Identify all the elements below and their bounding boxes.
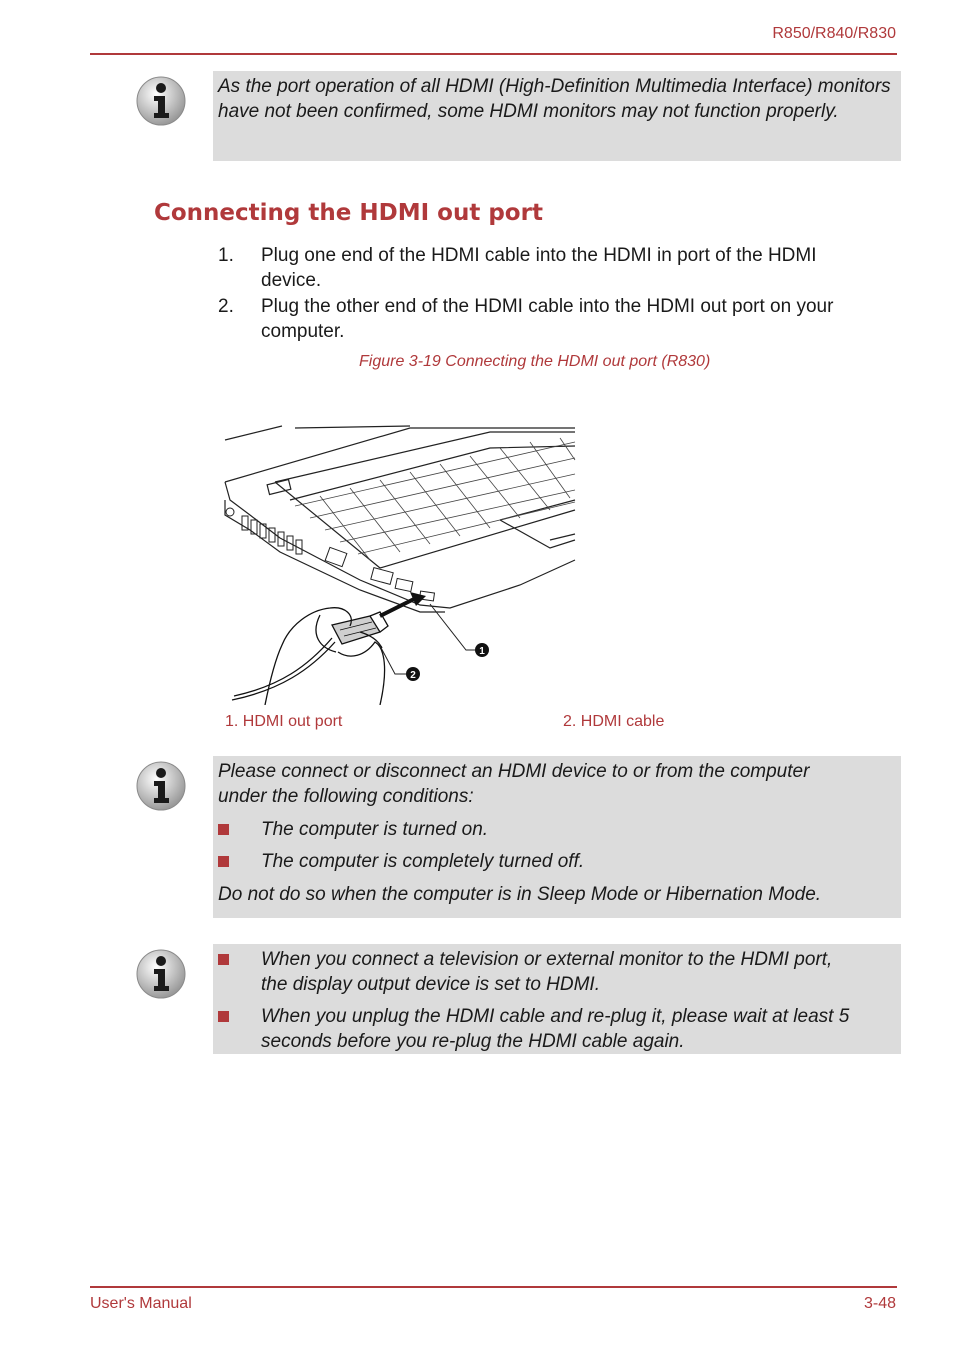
- header-rule: [90, 53, 897, 55]
- step-text-line2: device.: [261, 270, 322, 291]
- note-intro-line2: under the following conditions:: [218, 786, 474, 807]
- note-intro-line1: Please connect or disconnect an HDMI device to or from the computer: [218, 761, 810, 782]
- bullet-text-line1: When you unplug the HDMI cable and re-plug it, please wait at least 5: [261, 1006, 850, 1027]
- step-text-line2: computer.: [261, 321, 345, 342]
- list-item: [218, 243, 908, 295]
- step-number: 2.: [218, 296, 234, 317]
- list-item: [213, 849, 893, 874]
- bullet-square-icon: [218, 824, 229, 835]
- bullet-square-icon: [218, 954, 229, 965]
- header-model: R850/R840/R830: [772, 25, 896, 42]
- bullet-text-line2: seconds before you re-plug the HDMI cable again.: [261, 1031, 685, 1052]
- figure-caption: Figure 3-19 Connecting the HDMI out port (R830): [359, 353, 711, 370]
- note-box-1: [213, 71, 901, 161]
- step-number: 1.: [218, 245, 234, 266]
- laptop-hdmi-illustration: [220, 420, 580, 705]
- callout-2-label: 2: [410, 670, 416, 681]
- page-number: 3-48: [863, 1295, 896, 1312]
- footer-rule: [90, 1286, 897, 1288]
- bullet-text-line2: the display output device is set to HDMI.: [261, 974, 600, 995]
- callout-1-label: 1: [479, 646, 485, 657]
- info-icon: [135, 760, 187, 812]
- note-outro: Do not do so when the computer is in Sleep Mode or Hibernation Mode.: [218, 884, 822, 905]
- step-text-line1: Plug one end of the HDMI cable into the HDMI in port of the HDMI: [261, 245, 817, 266]
- info-icon: [135, 75, 187, 127]
- step-text-line1: Plug the other end of the HDMI cable into the HDMI out port on your: [261, 296, 834, 317]
- note-box-2: [213, 756, 901, 918]
- info-icon: [135, 948, 187, 1000]
- bullet-text: The computer is completely turned off.: [261, 851, 585, 872]
- bullet-square-icon: [218, 1011, 229, 1022]
- legend-item: 2. HDMI cable: [563, 713, 665, 730]
- bullet-text-line1: When you connect a television or external monitor to the HDMI port,: [261, 949, 833, 970]
- bullet-text: The computer is turned on.: [261, 819, 489, 840]
- list-item: [213, 817, 893, 842]
- list-item: [218, 294, 908, 346]
- section-heading: Connecting the HDMI out port: [154, 200, 543, 226]
- note-box-3: [213, 944, 901, 1054]
- list-item: [213, 947, 893, 997]
- bullet-square-icon: [218, 856, 229, 867]
- note-text: As the port operation of all HDMI (High-Definition Multimedia Interface) monitors have not been confirmed, some HDMI monitors may not function properly.: [218, 76, 891, 122]
- list-item: [213, 1004, 893, 1054]
- footer-title: User's Manual: [90, 1295, 192, 1312]
- legend-item: 1. HDMI out port: [225, 713, 343, 730]
